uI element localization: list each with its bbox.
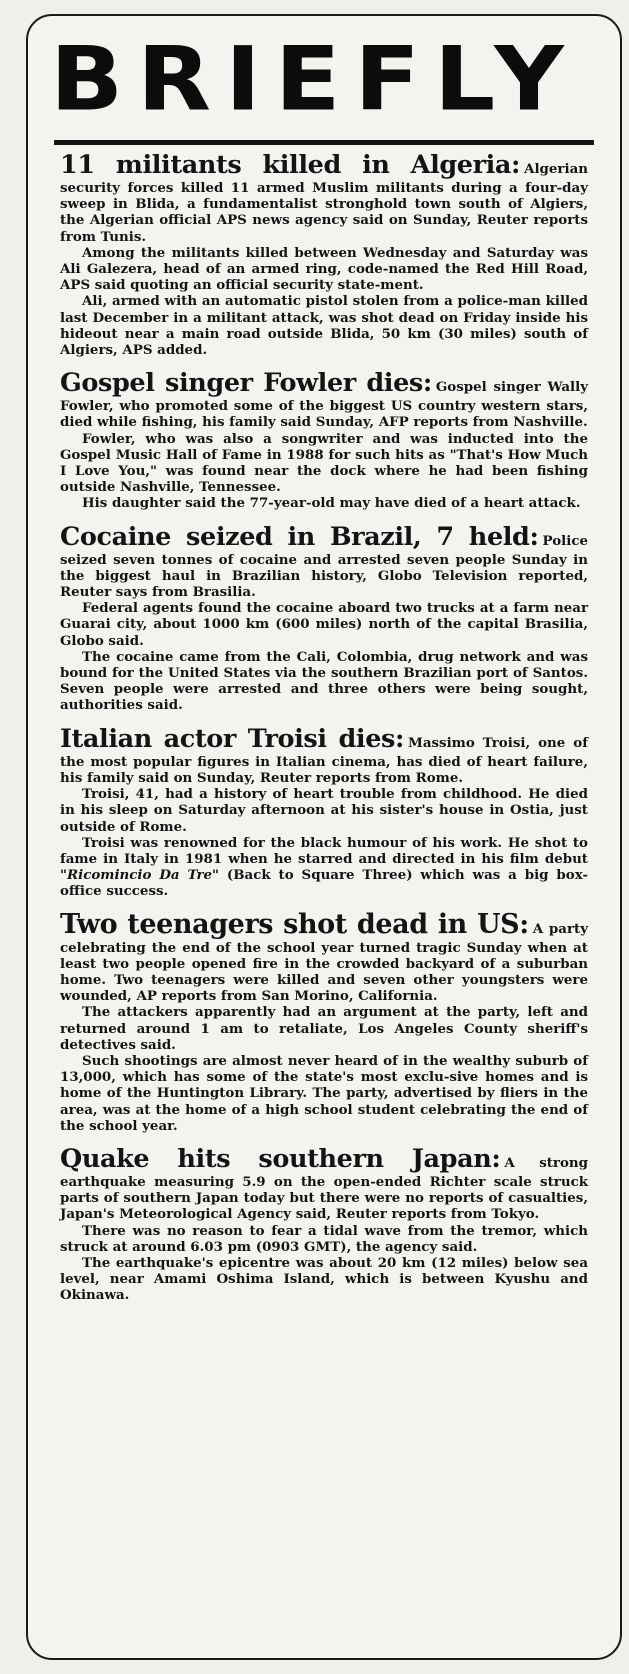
- story-lead-text: A strong earthquake measuring 5.9 on the open-ended Richter scale struck parts of southern Japan today but there were no reports of casualties, Japan's Meteorological Agency said, Reuter reports from Tokyo.: [60, 1154, 588, 1223]
- story-paragraph: Such shootings are almost never heard of in the wealthy suburb of 13,000, which has some of the state's most exclu-sive homes and is home of the Huntington Library. The party, advertised by fliers in the area, was at the home of a high school student celebrating the end of the school year.: [60, 1052, 588, 1134]
- masthead-rule: [54, 140, 594, 145]
- story-paragraph: Federal agents found the cocaine aboard two trucks at a farm near Guarai city, about 1000 km (600 miles) north of the capital Brasilia, Globo said.: [60, 600, 588, 649]
- briefs-column: [60, 150, 588, 1314]
- story-text: (Back to Square Three) which was a big box-office success.: [60, 867, 589, 900]
- story-lead: [60, 724, 588, 786]
- story-lead: [60, 368, 588, 430]
- story-troisi: [60, 724, 588, 900]
- story-paragraph: [60, 835, 588, 900]
- story-paragraph: Fowler, who was also a songwriter and was inducted into the Gospel Music Hall of Fame in 1988 for such hits as "That's How Much I Love You," was found near the dock where he had been fishing outside Nashville, Tennessee.: [60, 430, 588, 496]
- story-brazil: [60, 522, 588, 714]
- story-paragraph: There was no reason to fear a tidal wave from the tremor, which struck at around 6.03 pm (0903 GMT), the agency said.: [60, 1222, 588, 1255]
- story-paragraph: The attackers apparently had an argument at the party, left and returned around 1 am to retaliate, Los Angeles County sheriff's detectives said.: [60, 1004, 588, 1053]
- story-paragraph: Ali, armed with an automatic pistol stolen from a police-man killed last December in a militant attack, was shot dead on Friday inside his hideout near a main road outside Blida, 50 km (30 miles) south of Algiers, APS added.: [60, 293, 588, 359]
- story-text: Troisi was renowned for the black humour of his work. He shot to fame in Italy in 1981 when he starred and directed in his film debut: [60, 834, 588, 867]
- story-lead: [60, 910, 588, 1005]
- story-lead: [60, 1144, 588, 1223]
- story-paragraph: The cocaine came from the Cali, Colombia, drug network and was bound for the United States via the southern Brazilian port of Santos. Seven people were arrested and three others were being sought, authorities said.: [60, 648, 588, 714]
- masthead-title: BRIEFLY: [50, 28, 578, 130]
- story-lead-text: Massimo Troisi, one of the most popular figures in Italian cinema, has died of heart failure, his family said on Sunday, Reuter reports from Rome.: [60, 734, 588, 786]
- story-fowler: [60, 368, 588, 511]
- story-lead-text: A party celebrating the end of the school year turned tragic Sunday when at least two people opened fire in the crowded backyard of a suburban home. Two teenagers were killed and seven other youngsters were wounded, AP reports from San Morino, California.: [60, 920, 588, 1005]
- story-paragraph: Troisi, 41, had a history of heart trouble from childhood. He died in his sleep on Saturday afternoon at his sister's house in Ostia, just outside of Rome.: [60, 786, 588, 835]
- story-lead: [60, 150, 588, 245]
- story-lead-text: Police seized seven tonnes of cocaine and arrested seven people Sunday in the biggest haul in Brazilian history, Globo Television reported, Reuter says from Brasilia.: [60, 532, 588, 601]
- story-headline: 11 militants killed in Algeria:: [60, 150, 521, 180]
- film-title: "Ricomincio Da Tre": [60, 867, 220, 884]
- story-headline: Italian actor Troisi dies:: [60, 723, 404, 754]
- story-japan: [60, 1144, 588, 1304]
- story-algeria: [60, 150, 588, 358]
- story-headline: Two teenagers shot dead in US:: [60, 908, 529, 940]
- story-lead: [60, 522, 588, 601]
- story-headline: Cocaine seized in Brazil, 7 held:: [60, 521, 539, 552]
- story-lead-text: Algerian security forces killed 11 armed Muslim militants during a four-day sweep in Blida, a fundamentalist stronghold town south of Algiers, the Algerian official APS news agency said on Sunday, Reuter reports from Tunis.: [60, 161, 588, 245]
- story-paragraph: The earthquake's epicentre was about 20 km (12 miles) below sea level, near Amami Oshima Island, which is between Kyushu and Okinawa.: [60, 1254, 588, 1304]
- story-lead-text: Gospel singer Wally Fowler, who promoted some of the biggest US country western stars, died while fishing, his family said Sunday, AFP reports from Nashville.: [60, 379, 588, 431]
- story-headline: Gospel singer Fowler dies:: [60, 368, 432, 399]
- story-paragraph: Among the militants killed between Wednesday and Saturday was Ali Galezera, head of an armed ring, code-named the Red Hill Road, APS said quoting an official security state-ment.: [60, 244, 588, 294]
- story-teenagers: [60, 910, 588, 1134]
- story-headline: Quake hits southern Japan:: [60, 1143, 501, 1174]
- story-paragraph: His daughter said the 77-year-old may have died of a heart attack.: [82, 495, 581, 512]
